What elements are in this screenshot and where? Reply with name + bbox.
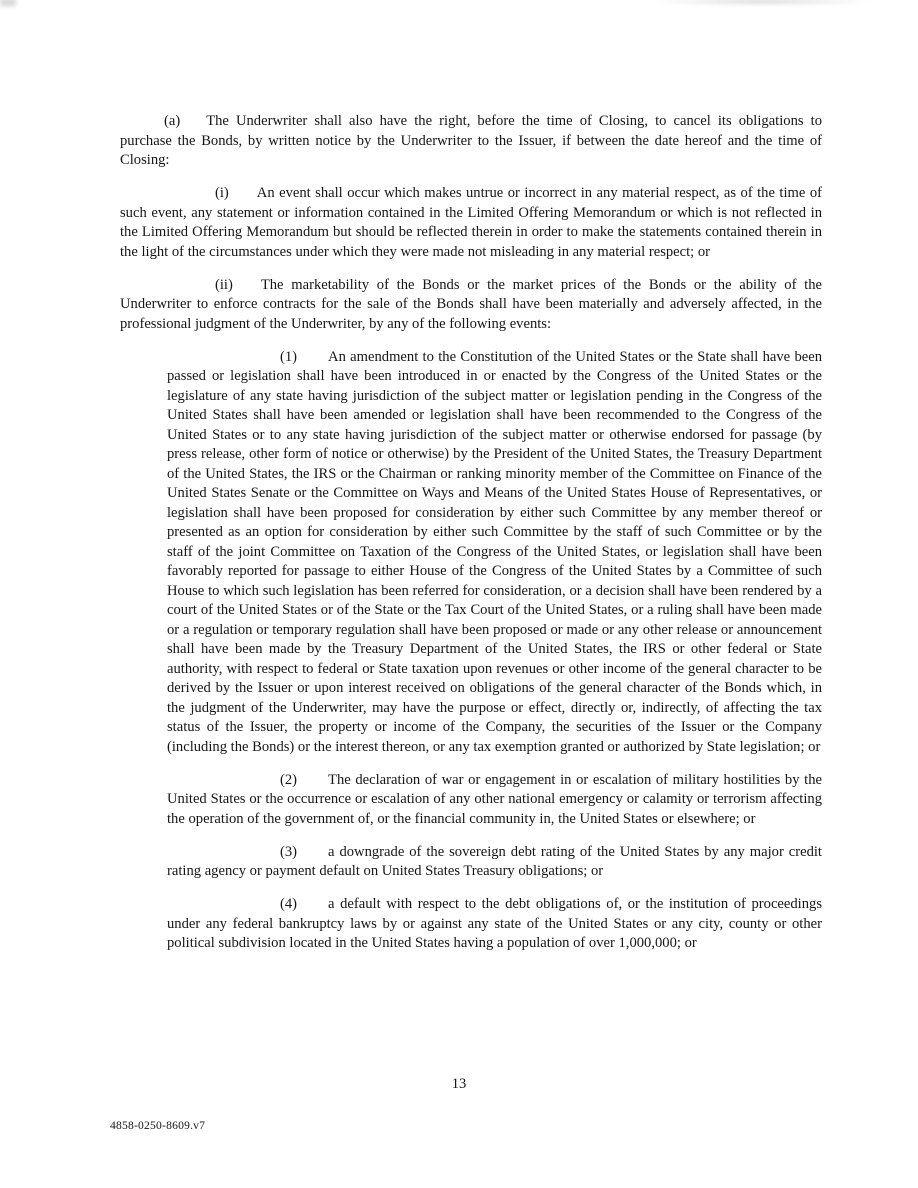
clause-4-text: a default with respect to the debt obligations of, or the institution of proceedings under any federal bankruptcy laws by or against any state of the United States or any city, county or other political subdivision located in the United States having a population of over 1,000,000; or <box>167 896 822 951</box>
paragraph-a-label: (a) <box>164 113 181 129</box>
clause-1-text: An amendment to the Constitution of the United States or the State shall have been passed or legislation shall have been introduced in or enacted by the Congress of the United States or the legislature of any state having jurisdiction of the subject matter or legislation pending in the Congress of the United States shall have been amended or legislation shall have been recommended to the Congress of the United States or to any state having jurisdiction of the subject matter or otherwise endorsed for passage (by press release, other form of notice or otherwise) by the President of the United States, the Treasury Department of the United States, the IRS or the Chairman or ranking minority member of the Committee on Finance of the United States Senate or the Committee on Ways and Means of the United States House of Representatives, or legislation shall have been proposed for consideration by either such Committee by any member thereof or presented as an option for consideration by either such Committee by the staff of such Committee or by the staff of the joint Committee on Taxation of the Congress of the United States, or legislation shall have been favorably reported for passage to either House of the Congress of the United States by a Committee of such House to which such legislation has been referred for consideration, or a decision shall have been rendered by a court of the United States or of the State or the Tax Court of the United States, or a ruling shall have been made or a regulation or temporary regulation shall have been proposed or made or any other release or announcement shall have been made by the Treasury Department of the United States, the IRS or other federal or State authority, with respect to federal or State taxation upon revenues or other income of the general character to be derived by the Issuer or upon interest received on obligations of the general character of the Bonds which, in the judgment of the Underwriter, may have the purpose or effect, directly or, indirectly, of affecting the tax status of the Issuer, the property or income of the Company, the securities of the Issuer or the Company (including the Bonds) or the interest thereon, or any tax exemption granted or authorized by State legislation; or <box>167 348 822 755</box>
subparagraph-i-label: (i) <box>215 185 229 201</box>
document-body <box>120 112 822 967</box>
clause-1-label: (1) <box>280 348 298 365</box>
subparagraph-i <box>120 184 822 262</box>
paragraph-a <box>120 112 822 171</box>
page-number: 13 <box>451 1076 467 1092</box>
clause-2 <box>120 771 822 830</box>
clause-4 <box>120 895 822 954</box>
clause-2-text: The declaration of war or engagement in or escalation of military hostilities by the United States or the occurrence or escalation of any other national emergency or calamity or terrorism affecting the operation of the government of, or the financial community in, the United States or elsewhere; or <box>167 771 822 827</box>
clause-1 <box>120 348 822 758</box>
clause-4-label: (4) <box>280 896 298 912</box>
tab-spacer <box>233 288 261 289</box>
subparagraph-i-text: An event shall occur which makes untrue or incorrect in any material respect, as of the time of such event, any statement or information contained in the Limited Offering Memorandum or which is not reflected in the Limited Offering Memorandum but should be reflected therein in order to make the statements contained therein in the light of the circumstances under which they were made not misleading in any material respect; or <box>120 185 822 260</box>
scan-artifact <box>652 0 872 6</box>
clause-3-label: (3) <box>280 843 298 860</box>
tab-spacer <box>297 783 328 784</box>
clause-3 <box>120 843 822 882</box>
tab-spacer <box>297 907 328 908</box>
tab-spacer <box>180 124 206 125</box>
subparagraph-ii-label: (ii) <box>215 276 233 293</box>
tab-spacer <box>297 360 328 361</box>
tab-spacer <box>229 196 257 197</box>
subparagraph-ii-text: The marketability of the Bonds or the market prices of the Bonds or the ability of the Underwriter to enforce contracts for the sale of the Bonds shall have been materially and adversely affected, in the professional judgment of the Underwriter, by any of the following events: <box>120 276 822 332</box>
scan-artifact <box>0 0 16 6</box>
paragraph-a-text: The Underwriter shall also have the right, before the time of Closing, to cancel its obligations to purchase the Bonds, by written notice by the Underwriter to the Issuer, if between the date hereof and the time of Closing: <box>120 113 822 168</box>
document-control-number: 4858-0250-8609.v7 <box>110 1119 206 1132</box>
clause-3-text: a downgrade of the sovereign debt rating of the United States by any major credit rating agency or payment default on United States Treasury obligations; or <box>167 843 822 879</box>
subparagraph-ii <box>120 276 822 335</box>
clause-2-label: (2) <box>280 771 298 788</box>
tab-spacer <box>297 855 328 856</box>
